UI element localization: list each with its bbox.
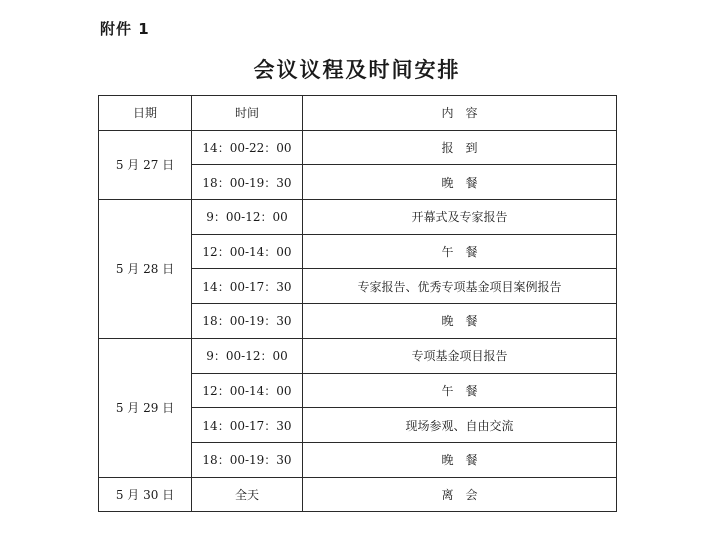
date-cell: 5 月 28 日 [99,200,192,339]
time-cell: 12：00-14：00 [192,234,303,269]
content-cell: 专项基金项目报告 [303,338,617,373]
header-row [99,96,617,131]
content-cell: 午 餐 [303,373,617,408]
header-date: 日期 [99,96,192,131]
content-cell: 开幕式及专家报告 [303,200,617,235]
date-cell: 5 月 30 日 [99,477,192,512]
content-cell: 离 会 [303,477,617,512]
table-row [99,130,617,165]
time-cell: 14：00-17：30 [192,408,303,443]
time-cell: 9：00-12：00 [192,200,303,235]
header-content: 内 容 [303,96,617,131]
content-cell: 晚 餐 [303,304,617,339]
agenda-table [98,95,617,512]
time-cell: 9：00-12：00 [192,338,303,373]
date-cell: 5 月 27 日 [99,130,192,199]
content-cell: 专家报告、优秀专项基金项目案例报告 [303,269,617,304]
table-row [99,200,617,235]
time-cell: 12：00-14：00 [192,373,303,408]
time-cell: 全天 [192,477,303,512]
time-cell: 14：00-17：30 [192,269,303,304]
content-cell: 晚 餐 [303,442,617,477]
content-cell: 报 到 [303,130,617,165]
document-title: 会议议程及时间安排 [253,58,461,82]
time-cell: 18：00-19：30 [192,165,303,200]
time-cell: 14：00-22：00 [192,130,303,165]
header-time: 时间 [192,96,303,131]
content-cell: 现场参观、自由交流 [303,408,617,443]
time-cell: 18：00-19：30 [192,304,303,339]
time-cell: 18：00-19：30 [192,442,303,477]
content-cell: 晚 餐 [303,165,617,200]
attachment-label: 附件 1 [100,20,150,38]
content-cell: 午 餐 [303,234,617,269]
date-cell: 5 月 29 日 [99,338,192,477]
table-row [99,477,617,512]
table-row [99,338,617,373]
